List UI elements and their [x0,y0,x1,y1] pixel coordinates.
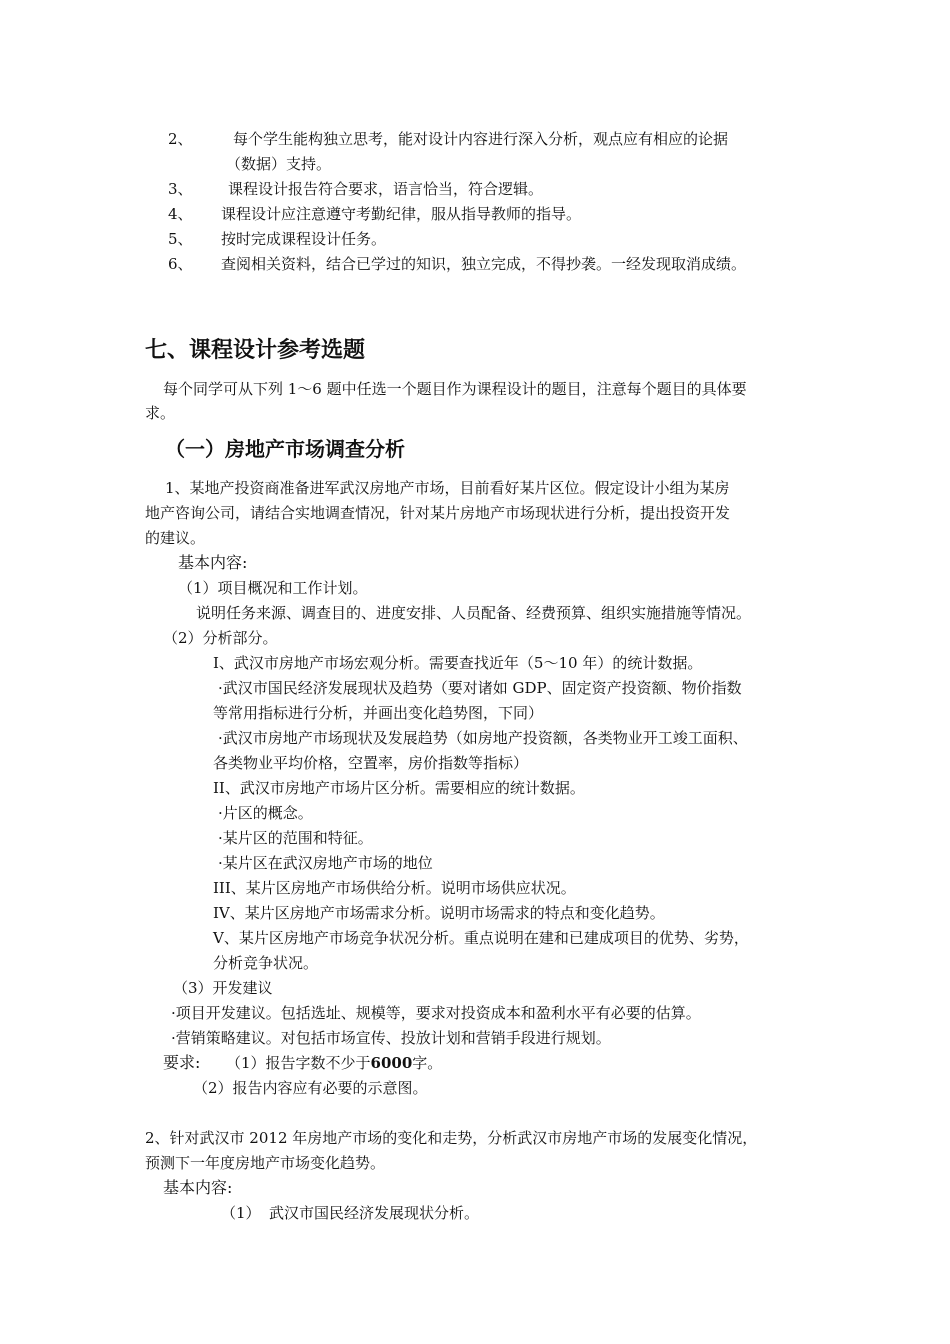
question-line: 的建议。 [145,529,206,547]
roman-item: 分析竞争状况。 [213,954,319,972]
part-title: （1）项目概况和工作计划。 [178,579,368,597]
list-item-text: 课程设计应注意遵守考勤纪律，服从指导教师的指导。 [221,205,582,223]
bullet-item: 各类物业平均价格，空置率，房价指数等指标） [213,754,529,772]
question-line: 预测下一年度房地产市场变化趋势。 [145,1154,386,1172]
bullet-item: ·项目开发建议。包括选址、规模等，要求对投资成本和盈利水平有必要的估算。 [171,1004,701,1022]
list-item-text: 查阅相关资料，结合已学过的知识，独立完成，不得抄袭。一经发现取消成绩。 [221,255,747,273]
part-title: （2）分析部分。 [163,629,278,647]
intro-line: 求。 [145,404,176,422]
bullet-item: ·武汉市国民经济发展现状及趋势（要对诸如 GDP、固定资产投资额、物价指数 [218,679,742,697]
requirement-item: （2）报告内容应有必要的示意图。 [193,1079,428,1097]
list-number: （1） [221,1204,261,1222]
bullet-item: ·武汉市房地产市场现状及发展趋势（如房地产投资额，各类物业开工竣工面积、 [218,729,748,747]
basic-content-label: 基本内容: [178,553,248,572]
subsection-heading: （一）房地产市场调查分析 [165,437,405,461]
requirement-item [226,1052,442,1074]
roman-item: I、武汉市房地产市场宏观分析。需要查找近年（5～10 年）的统计数据。 [213,654,703,672]
roman-item: V、某片区房地产市场竞争状况分析。重点说明在建和已建成项目的优势、劣势， [213,929,749,947]
part-title: （3）开发建议 [173,979,273,997]
list-number: 3、 [168,180,193,198]
list-number: 4、 [168,205,193,223]
bullet-item: ·营销策略建议。对包括市场宣传、投放计划和营销手段进行规划。 [171,1029,611,1047]
part-text: 说明任务来源、调查目的、进度安排、人员配备、经费预算、组织实施措施等情况。 [196,604,752,622]
list-item-text: （数据）支持。 [226,155,332,173]
list-item-text: 武汉市国民经济发展现状分析。 [269,1204,480,1222]
question-line: 1、某地产投资商准备进军武汉房地产市场，目前看好某片区位。假定设计小组为某房 [165,479,730,497]
roman-item: II、武汉市房地产市场片区分析。需要相应的统计数据。 [213,779,585,797]
intro-line: 每个同学可从下列 1～6 题中任选一个题目作为课程设计的题目，注意每个题目的具体要 [163,380,747,398]
section-heading: 七、课程设计参考选题 [145,338,366,363]
list-number: 5、 [168,230,193,248]
list-number: 6、 [168,255,193,273]
question-line: 2、针对武汉市 2012 年房地产市场的变化和走势，分析武汉市房地产市场的发展变化情况， [145,1129,758,1147]
list-item-text: 每个学生能构独立思考，能对设计内容进行深入分析，观点应有相应的论据 [233,130,729,148]
bullet-item: ·某片区的范围和特征。 [218,829,373,847]
basic-content-label: 基本内容: [163,1178,233,1197]
requirement-label: 要求: [163,1053,201,1072]
roman-item: IV、某片区房地产市场需求分析。说明市场需求的特点和变化趋势。 [213,904,665,922]
list-item-text: 课程设计报告符合要求，语言恰当，符合逻辑。 [228,180,544,198]
bullet-item: ·片区的概念。 [218,804,313,822]
bullet-item: 等常用指标进行分析，并画出变化趋势图，下同） [213,704,544,722]
question-line: 地产咨询公司，请结合实地调查情况，针对某片房地产市场现状进行分析，提出投资开发 [145,504,731,522]
roman-item: III、某片区房地产市场供给分析。说明市场供应状况。 [213,879,576,897]
list-number: 2、 [168,130,193,148]
bullet-item: ·某片区在武汉房地产市场的地位 [218,854,433,872]
requirement-text: （1）报告字数不少于 [226,1054,371,1072]
requirement-text: 字。 [412,1054,443,1072]
word-count: 6000 [370,1054,413,1072]
list-item-text: 按时完成课程设计任务。 [221,230,387,248]
